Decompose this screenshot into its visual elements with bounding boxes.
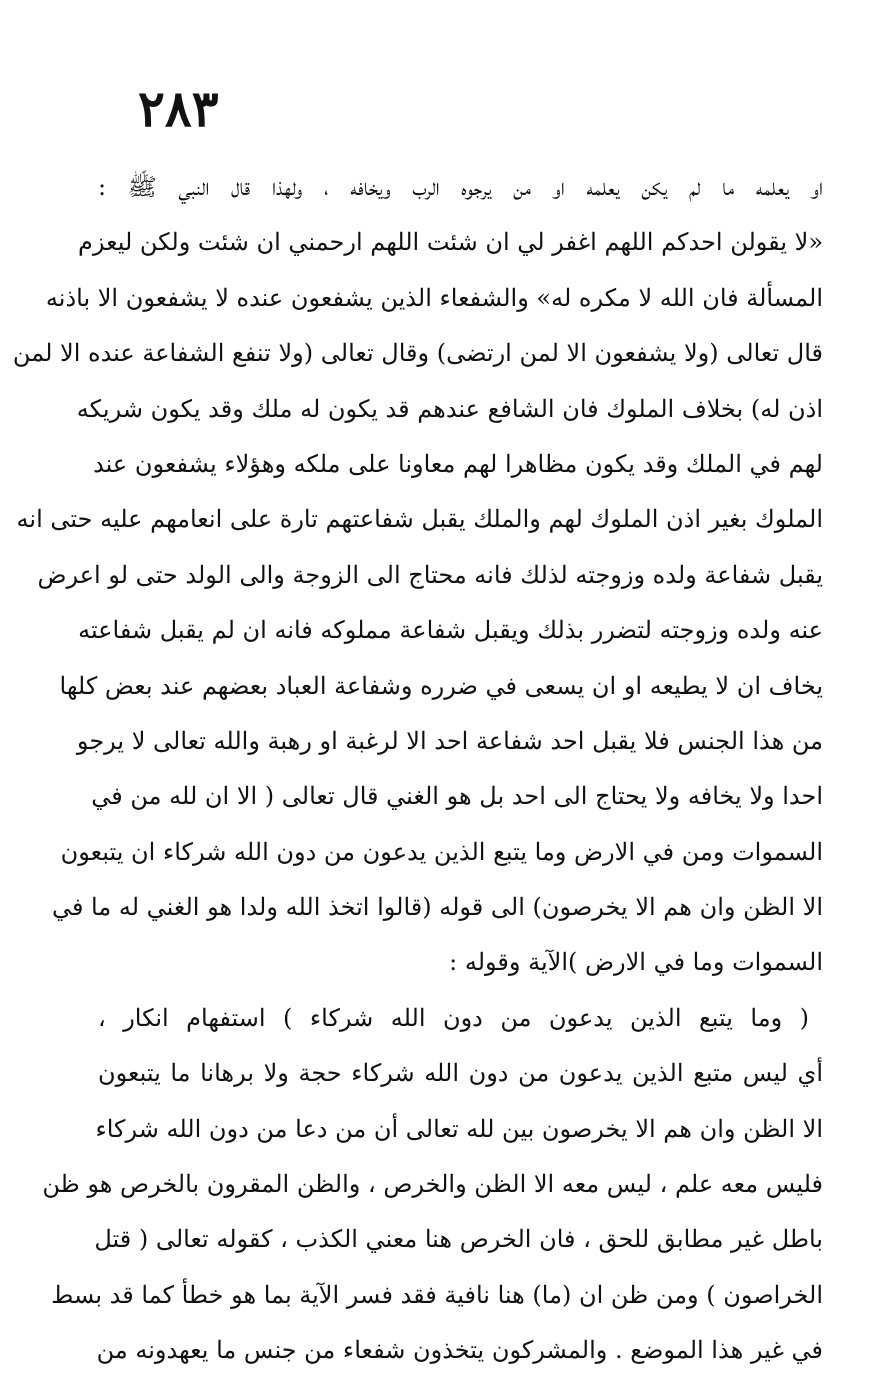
- text-line: المسألة فان الله لا مكره له» والشفعاء الذين يشفعون عنده لا يشفعون الا باذنه: [45, 283, 823, 312]
- text-line: يخاف ان لا يطيعه او ان يسعى في ضرره وشفاعة العباد بعضهم عند بعض كلها: [59, 671, 823, 700]
- text-line: السموات ومن في الارض وما يتبع الذين يدعون من دون الله شركاء ان يتبعون: [60, 837, 823, 866]
- text-line: لهم في الملك وقد يكون مظاهرا لهم معاونا على ملكه وهؤلاء يشفعون عند: [93, 449, 823, 478]
- text-line: الخراصون ) ومن ظن ان (ما) هنا نافية فقد فسر الآية بما هو خطأ كما قد بسط: [51, 1280, 823, 1309]
- text-line: السموات وما في الارض )الآية وقوله :: [449, 948, 823, 977]
- text-line: أي ليس متبع الذين يدعون من دون الله شركاء حجة ولا برهانا ما يتبعون: [98, 1059, 823, 1088]
- text-line: الا الظن وان هم الا يخرصون) الى قوله (قالوا اتخذ الله ولدا هو الغني له ما في: [51, 893, 823, 922]
- text-line: «لا يقولن احدكم اللهم اغفر لي ان شئت اللهم ارحمني ان شئت ولكن ليعزم: [78, 228, 823, 257]
- text-line: الملوك بغير اذن الملوك لهم والملك يقبل شفاعتهم تارة على انعامهم عليه حتى انه: [16, 505, 823, 534]
- text-line: في غير هذا الموضع . والمشركون يتخذون شفعاء من جنس ما يعهدونه من: [96, 1336, 823, 1365]
- text-line: او يعلمه ما لم يكن يعلمه او من يرجوه الرب ويخافه ، ولهذا قال النبي ﷺ :: [98, 173, 823, 201]
- text-line: اذن له) بخلاف الملوك فان الشافع عندهم قد يكون له ملك وقد يكون شريكه: [76, 394, 823, 423]
- text-line: من هذا الجنس فلا يقبل احد شفاعة احد الا لرغبة او رهبة والله تعالى لا يرجو: [76, 726, 823, 755]
- text-line: قال تعالى (ولا يشفعون الا لمن ارتضى) وقال تعالى (ولا تنفع الشفاعة عنده الا لمن: [12, 339, 823, 368]
- text-line: عنه ولده وزوجته لتضرر بذلك ويقبل شفاعة مملوكه فانه ان لم يقبل شفاعته: [78, 616, 823, 645]
- text-line: احدا ولا يخافه ولا يحتاج الى احد بل هو الغني قال تعالى ( الا ان لله من في: [91, 782, 823, 811]
- body-text: [12, 160, 823, 1379]
- page-number: ٢٨٣: [138, 79, 219, 138]
- text-line: الا الظن وان هم الا يخرصون بين لله تعالى أن من دعا من دون الله شركاء: [95, 1114, 823, 1143]
- text-line: يقبل شفاعة ولده وزوجته لذلك فانه محتاج الى الزوجة والى الولد حتى لو اعرض: [37, 560, 823, 589]
- text-line: فليس معه علم ، ليس معه الا الظن والخرص ، والظن المقرون بالخرص هو ظن: [42, 1170, 823, 1199]
- text-line: باطل غير مطابق للحق ، فان الخرص هنا معني الكذب ، كقوله تعالى ( قتل: [94, 1225, 823, 1254]
- text-line: ( وما يتبع الذين يدعون من دون الله شركاء ) استفهام انكار ،: [98, 1003, 809, 1032]
